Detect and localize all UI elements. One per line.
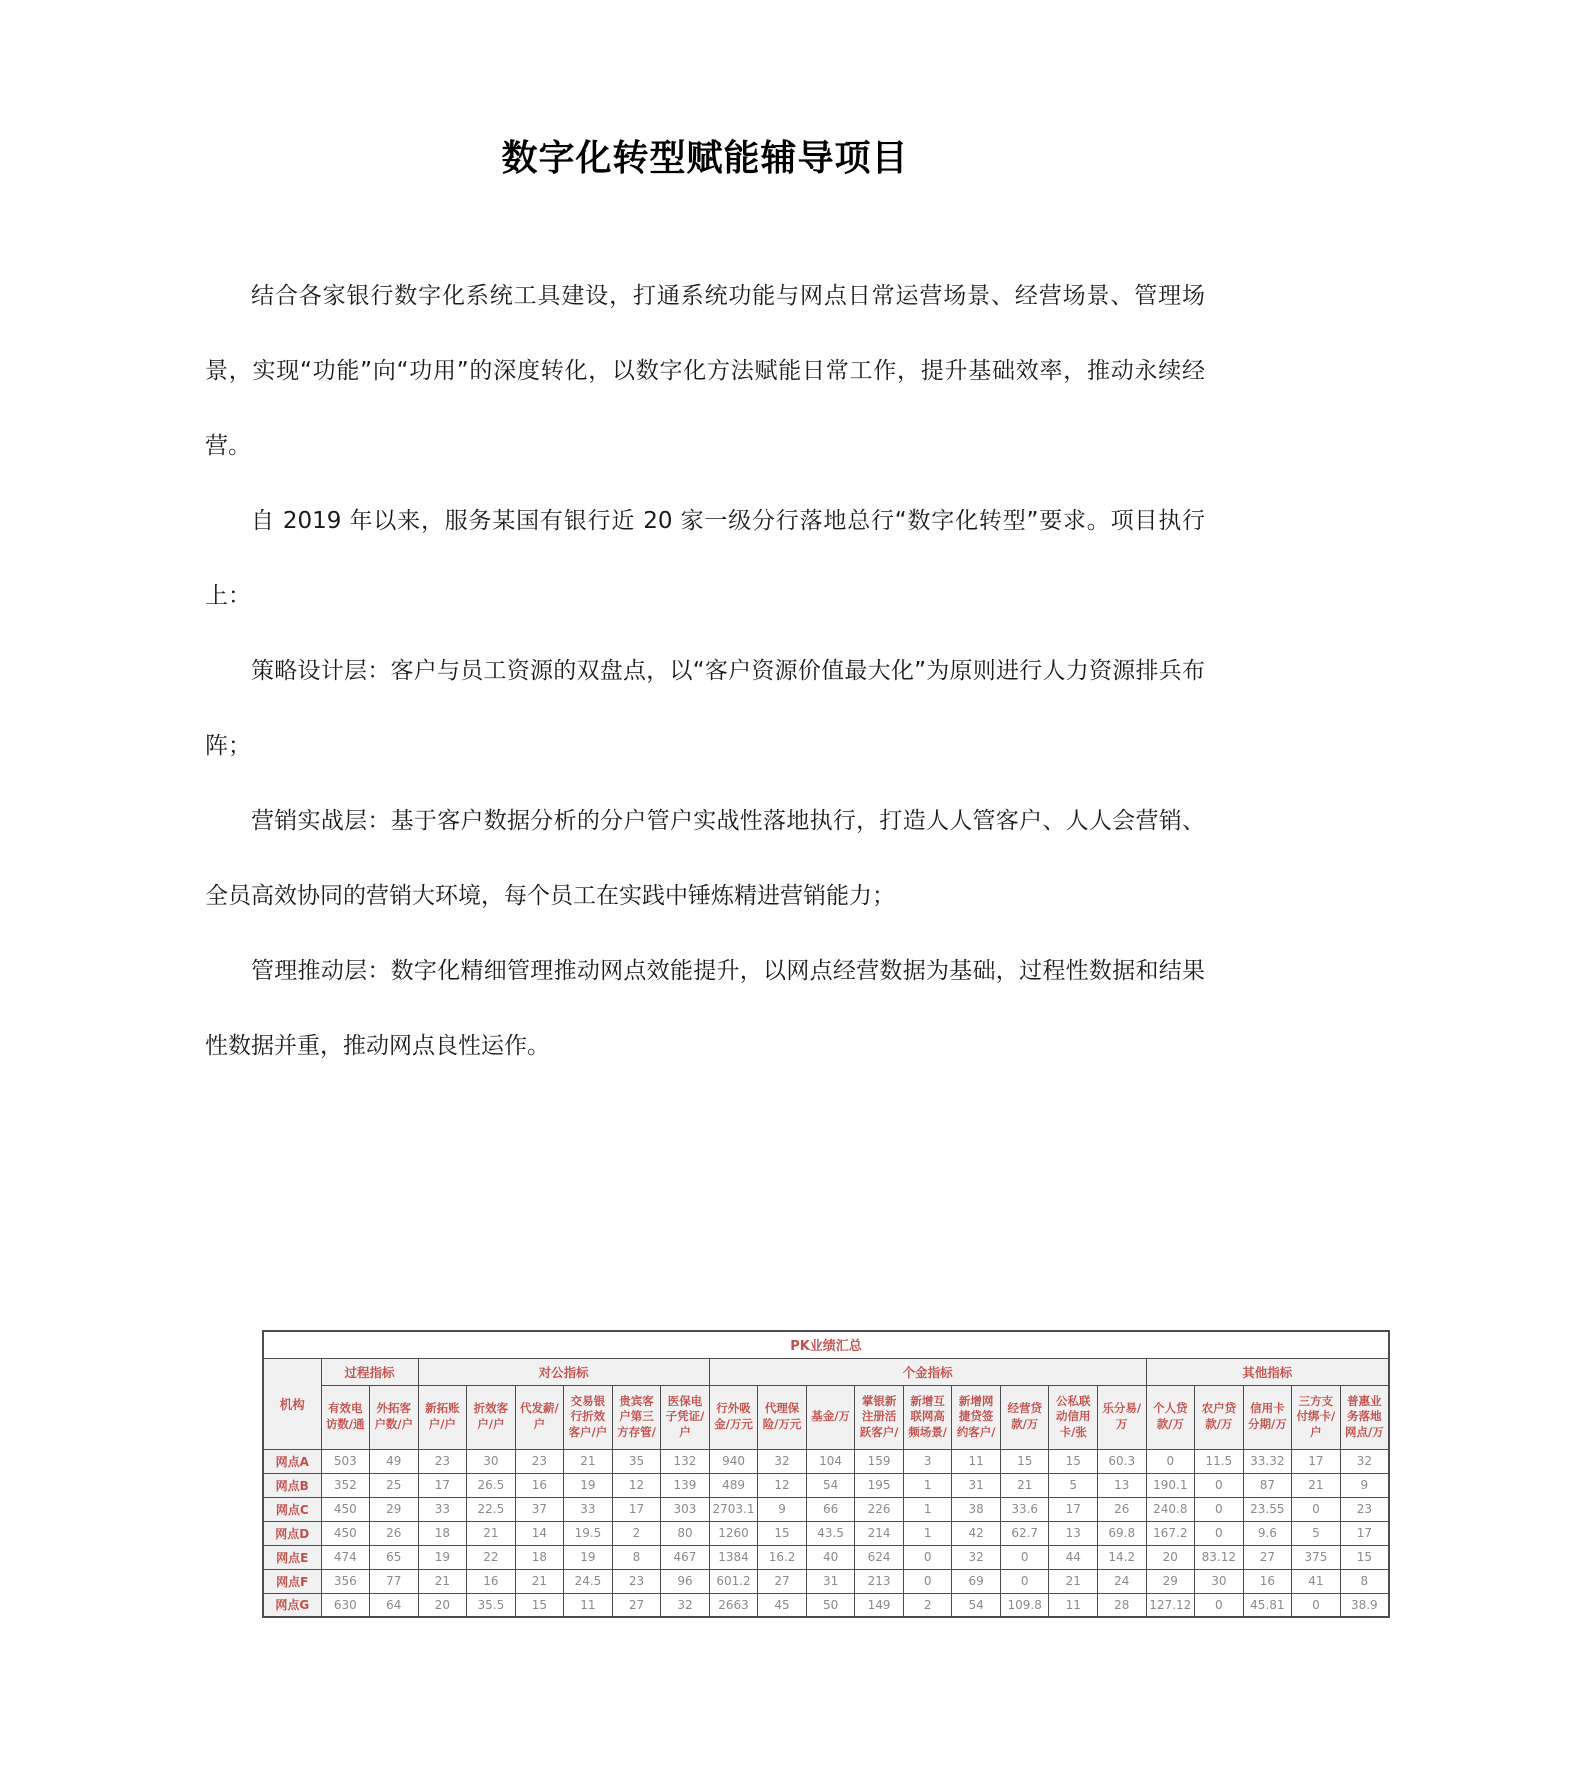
table-cell: 127.12 xyxy=(1146,1593,1195,1617)
column-header: 农户贷款/万 xyxy=(1195,1385,1244,1449)
table-row xyxy=(263,1521,1389,1545)
table-cell: 33.32 xyxy=(1243,1449,1292,1473)
column-header: 经营贷款/万 xyxy=(1000,1385,1049,1449)
paragraph: 自 2019 年以来，服务某国有银行近 20 家一级分行落地总行“数字化转型”要求。项目执行上： xyxy=(205,508,1205,609)
row-label: 网点A xyxy=(263,1449,321,1473)
table-cell: 32 xyxy=(758,1449,807,1473)
table-cell: 23 xyxy=(612,1569,661,1593)
group-header: 个金指标 xyxy=(709,1358,1146,1385)
table-cell: 27 xyxy=(1243,1545,1292,1569)
table-cell: 14 xyxy=(515,1521,564,1545)
column-header: 掌银新注册活跃客户/ xyxy=(855,1385,904,1449)
table-cell: 23.55 xyxy=(1243,1497,1292,1521)
column-header: 公私联动信用卡/张 xyxy=(1049,1385,1098,1449)
table-row xyxy=(263,1545,1389,1569)
table-cell: 1260 xyxy=(709,1521,758,1545)
table-cell: 8 xyxy=(1340,1569,1389,1593)
table-cell: 35 xyxy=(612,1449,661,1473)
table-cell: 33 xyxy=(418,1497,467,1521)
table-cell: 66 xyxy=(806,1497,855,1521)
table-cell: 303 xyxy=(661,1497,710,1521)
column-header: 折效客户/户 xyxy=(467,1385,516,1449)
table-cell: 139 xyxy=(661,1473,710,1497)
table-cell: 17 xyxy=(1292,1449,1341,1473)
table-cell: 45 xyxy=(758,1593,807,1617)
table-cell: 13 xyxy=(1049,1521,1098,1545)
table-title-row xyxy=(263,1331,1389,1358)
table-cell: 16 xyxy=(1243,1569,1292,1593)
table-cell: 2 xyxy=(612,1521,661,1545)
document-body xyxy=(205,259,1205,1084)
table-cell: 37 xyxy=(515,1497,564,1521)
table-cell: 0 xyxy=(1195,1497,1244,1521)
table-cell: 21 xyxy=(564,1449,613,1473)
column-header: 信用卡分期/万 xyxy=(1243,1385,1292,1449)
table-cell: 15 xyxy=(1049,1449,1098,1473)
column-header: 新增网捷贷签约客户/ xyxy=(952,1385,1001,1449)
table-cell: 40 xyxy=(806,1545,855,1569)
table-cell: 18 xyxy=(515,1545,564,1569)
table-cell: 26 xyxy=(370,1521,419,1545)
table-cell: 12 xyxy=(612,1473,661,1497)
column-header: 基金/万 xyxy=(806,1385,855,1449)
table-cell: 26.5 xyxy=(467,1473,516,1497)
table-cell: 21 xyxy=(1292,1473,1341,1497)
column-header: 行外吸金/万元 xyxy=(709,1385,758,1449)
table-cell: 21 xyxy=(1049,1569,1098,1593)
table-cell: 0 xyxy=(1000,1545,1049,1569)
table-cell: 28 xyxy=(1098,1593,1147,1617)
table-cell: 19.5 xyxy=(564,1521,613,1545)
table-cell: 62.7 xyxy=(1000,1521,1049,1545)
table-cell: 19 xyxy=(564,1545,613,1569)
table-cell: 489 xyxy=(709,1473,758,1497)
table-cell: 43.5 xyxy=(806,1521,855,1545)
column-header: 医保电子凭证/户 xyxy=(661,1385,710,1449)
table-cell: 29 xyxy=(370,1497,419,1521)
table-cell: 15 xyxy=(1340,1545,1389,1569)
table-cell: 5 xyxy=(1049,1473,1098,1497)
table-row xyxy=(263,1569,1389,1593)
table-cell: 1 xyxy=(903,1521,952,1545)
group-header: 其他指标 xyxy=(1146,1358,1389,1385)
table-cell: 149 xyxy=(855,1593,904,1617)
table-row xyxy=(263,1497,1389,1521)
row-label: 网点F xyxy=(263,1569,321,1593)
table-cell: 240.8 xyxy=(1146,1497,1195,1521)
table-cell: 25 xyxy=(370,1473,419,1497)
table-cell: 226 xyxy=(855,1497,904,1521)
column-header: 个人贷款/万 xyxy=(1146,1385,1195,1449)
column-header: 新增互联网高频场景/ xyxy=(903,1385,952,1449)
table-title: PK业绩汇总 xyxy=(263,1331,1389,1358)
table-cell: 375 xyxy=(1292,1545,1341,1569)
table-cell: 38 xyxy=(952,1497,1001,1521)
table-cell: 30 xyxy=(1195,1569,1244,1593)
table-cell: 940 xyxy=(709,1449,758,1473)
table-cell: 132 xyxy=(661,1449,710,1473)
table-cell: 5 xyxy=(1292,1521,1341,1545)
table-cell: 0 xyxy=(1000,1569,1049,1593)
table-cell: 2703.1 xyxy=(709,1497,758,1521)
group-header: 对公指标 xyxy=(418,1358,709,1385)
table-cell: 450 xyxy=(321,1497,370,1521)
column-header: 贵宾客户第三方存管/ xyxy=(612,1385,661,1449)
table-cell: 3 xyxy=(903,1449,952,1473)
pk-summary-table-container xyxy=(262,1330,1587,1618)
column-header: 新拓账户/户 xyxy=(418,1385,467,1449)
table-cell: 15 xyxy=(758,1521,807,1545)
org-column-header: 机构 xyxy=(263,1358,321,1449)
table-cell: 32 xyxy=(661,1593,710,1617)
table-cell: 2 xyxy=(903,1593,952,1617)
table-cell: 630 xyxy=(321,1593,370,1617)
table-cell: 8 xyxy=(612,1545,661,1569)
table-cell: 87 xyxy=(1243,1473,1292,1497)
table-cell: 21 xyxy=(1000,1473,1049,1497)
table-cell: 20 xyxy=(1146,1545,1195,1569)
column-header: 代理保险/万元 xyxy=(758,1385,807,1449)
table-cell: 31 xyxy=(806,1569,855,1593)
table-cell: 33 xyxy=(564,1497,613,1521)
group-header-row xyxy=(263,1358,1389,1385)
table-cell: 12 xyxy=(758,1473,807,1497)
table-cell: 69.8 xyxy=(1098,1521,1147,1545)
paragraph: 管理推动层：数字化精细管理推动网点效能提升，以网点经营数据为基础，过程性数据和结果性数据并重，推动网点良性运作。 xyxy=(205,958,1205,1059)
column-header: 普惠业务落地网点/万 xyxy=(1340,1385,1389,1449)
table-cell: 50 xyxy=(806,1593,855,1617)
table-cell: 0 xyxy=(1146,1449,1195,1473)
table-cell: 11 xyxy=(564,1593,613,1617)
table-cell: 21 xyxy=(467,1521,516,1545)
table-cell: 352 xyxy=(321,1473,370,1497)
table-cell: 60.3 xyxy=(1098,1449,1147,1473)
table-cell: 54 xyxy=(806,1473,855,1497)
table-cell: 54 xyxy=(952,1593,1001,1617)
table-cell: 23 xyxy=(1340,1497,1389,1521)
table-cell: 21 xyxy=(515,1569,564,1593)
table-cell: 64 xyxy=(370,1593,419,1617)
table-cell: 190.1 xyxy=(1146,1473,1195,1497)
table-cell: 17 xyxy=(612,1497,661,1521)
table-cell: 24.5 xyxy=(564,1569,613,1593)
table-cell: 65 xyxy=(370,1545,419,1569)
table-row xyxy=(263,1473,1389,1497)
column-header: 三方支付绑卡/户 xyxy=(1292,1385,1341,1449)
table-cell: 11 xyxy=(952,1449,1001,1473)
column-header: 交易银行折效客户/户 xyxy=(564,1385,613,1449)
paragraph: 营销实战层：基于客户数据分析的分户管户实战性落地执行，打造人人管客户、人人会营销、全员高效协同的营销大环境，每个员工在实践中锤炼精进营销能力； xyxy=(205,808,1205,909)
table-cell: 16.2 xyxy=(758,1545,807,1569)
table-cell: 33.6 xyxy=(1000,1497,1049,1521)
paragraph: 策略设计层：客户与员工资源的双盘点，以“客户资源价值最大化”为原则进行人力资源排兵布阵； xyxy=(205,658,1205,759)
table-cell: 450 xyxy=(321,1521,370,1545)
row-label: 网点G xyxy=(263,1593,321,1617)
table-cell: 17 xyxy=(1340,1521,1389,1545)
table-cell: 44 xyxy=(1049,1545,1098,1569)
table-cell: 17 xyxy=(418,1473,467,1497)
table-cell: 30 xyxy=(467,1449,516,1473)
table-cell: 13 xyxy=(1098,1473,1147,1497)
table-cell: 503 xyxy=(321,1449,370,1473)
table-cell: 15 xyxy=(1000,1449,1049,1473)
table-cell: 77 xyxy=(370,1569,419,1593)
table-cell: 32 xyxy=(1340,1449,1389,1473)
row-label: 网点B xyxy=(263,1473,321,1497)
table-cell: 2663 xyxy=(709,1593,758,1617)
column-header: 乐分易/万 xyxy=(1098,1385,1147,1449)
table-cell: 83.12 xyxy=(1195,1545,1244,1569)
table-cell: 23 xyxy=(515,1449,564,1473)
table-cell: 29 xyxy=(1146,1569,1195,1593)
table-cell: 14.2 xyxy=(1098,1545,1147,1569)
table-cell: 27 xyxy=(758,1569,807,1593)
table-cell: 35.5 xyxy=(467,1593,516,1617)
table-cell: 22 xyxy=(467,1545,516,1569)
table-cell: 104 xyxy=(806,1449,855,1473)
table-cell: 15 xyxy=(515,1593,564,1617)
column-header: 有效电访数/通 xyxy=(321,1385,370,1449)
table-cell: 0 xyxy=(1195,1521,1244,1545)
table-cell: 11 xyxy=(1049,1593,1098,1617)
row-label: 网点E xyxy=(263,1545,321,1569)
table-cell: 109.8 xyxy=(1000,1593,1049,1617)
table-cell: 19 xyxy=(564,1473,613,1497)
column-header: 代发薪/户 xyxy=(515,1385,564,1449)
table-cell: 31 xyxy=(952,1473,1001,1497)
table-row xyxy=(263,1449,1389,1473)
table-cell: 9.6 xyxy=(1243,1521,1292,1545)
table-cell: 26 xyxy=(1098,1497,1147,1521)
table-cell: 9 xyxy=(758,1497,807,1521)
table-row xyxy=(263,1593,1389,1617)
table-cell: 0 xyxy=(903,1569,952,1593)
table-cell: 22.5 xyxy=(467,1497,516,1521)
table-cell: 11.5 xyxy=(1195,1449,1244,1473)
table-cell: 9 xyxy=(1340,1473,1389,1497)
table-cell: 0 xyxy=(1292,1593,1341,1617)
table-cell: 42 xyxy=(952,1521,1001,1545)
table-cell: 38.9 xyxy=(1340,1593,1389,1617)
table-cell: 1 xyxy=(903,1497,952,1521)
table-cell: 1384 xyxy=(709,1545,758,1569)
row-label: 网点D xyxy=(263,1521,321,1545)
pk-summary-table xyxy=(262,1330,1390,1618)
table-cell: 80 xyxy=(661,1521,710,1545)
table-cell: 213 xyxy=(855,1569,904,1593)
table-cell: 21 xyxy=(418,1569,467,1593)
table-cell: 356 xyxy=(321,1569,370,1593)
table-cell: 159 xyxy=(855,1449,904,1473)
table-cell: 49 xyxy=(370,1449,419,1473)
column-header: 外拓客户数/户 xyxy=(370,1385,419,1449)
table-cell: 624 xyxy=(855,1545,904,1569)
table-cell: 27 xyxy=(612,1593,661,1617)
table-cell: 601.2 xyxy=(709,1569,758,1593)
group-header: 过程指标 xyxy=(321,1358,418,1385)
table-cell: 167.2 xyxy=(1146,1521,1195,1545)
table-cell: 0 xyxy=(1195,1473,1244,1497)
table-cell: 214 xyxy=(855,1521,904,1545)
table-cell: 19 xyxy=(418,1545,467,1569)
table-cell: 69 xyxy=(952,1569,1001,1593)
table-cell: 24 xyxy=(1098,1569,1147,1593)
table-cell: 1 xyxy=(903,1473,952,1497)
column-header-row xyxy=(263,1385,1389,1449)
table-cell: 41 xyxy=(1292,1569,1341,1593)
table-cell: 32 xyxy=(952,1545,1001,1569)
table-cell: 17 xyxy=(1049,1497,1098,1521)
page-title: 数字化转型赋能辅导项目 xyxy=(501,138,909,179)
table-cell: 16 xyxy=(515,1473,564,1497)
table-cell: 16 xyxy=(467,1569,516,1593)
row-label: 网点C xyxy=(263,1497,321,1521)
table-cell: 195 xyxy=(855,1473,904,1497)
table-cell: 45.81 xyxy=(1243,1593,1292,1617)
table-cell: 467 xyxy=(661,1545,710,1569)
table-cell: 0 xyxy=(903,1545,952,1569)
table-cell: 23 xyxy=(418,1449,467,1473)
paragraph: 结合各家银行数字化系统工具建设，打通系统功能与网点日常运营场景、经营场景、管理场景，实现“功能”向“功用”的深度转化，以数字化方法赋能日常工作，提升基础效率，推动永续经营。 xyxy=(205,283,1205,459)
table-cell: 96 xyxy=(661,1569,710,1593)
table-cell: 0 xyxy=(1292,1497,1341,1521)
table-cell: 474 xyxy=(321,1545,370,1569)
table-cell: 18 xyxy=(418,1521,467,1545)
table-cell: 0 xyxy=(1195,1593,1244,1617)
table-cell: 20 xyxy=(418,1593,467,1617)
